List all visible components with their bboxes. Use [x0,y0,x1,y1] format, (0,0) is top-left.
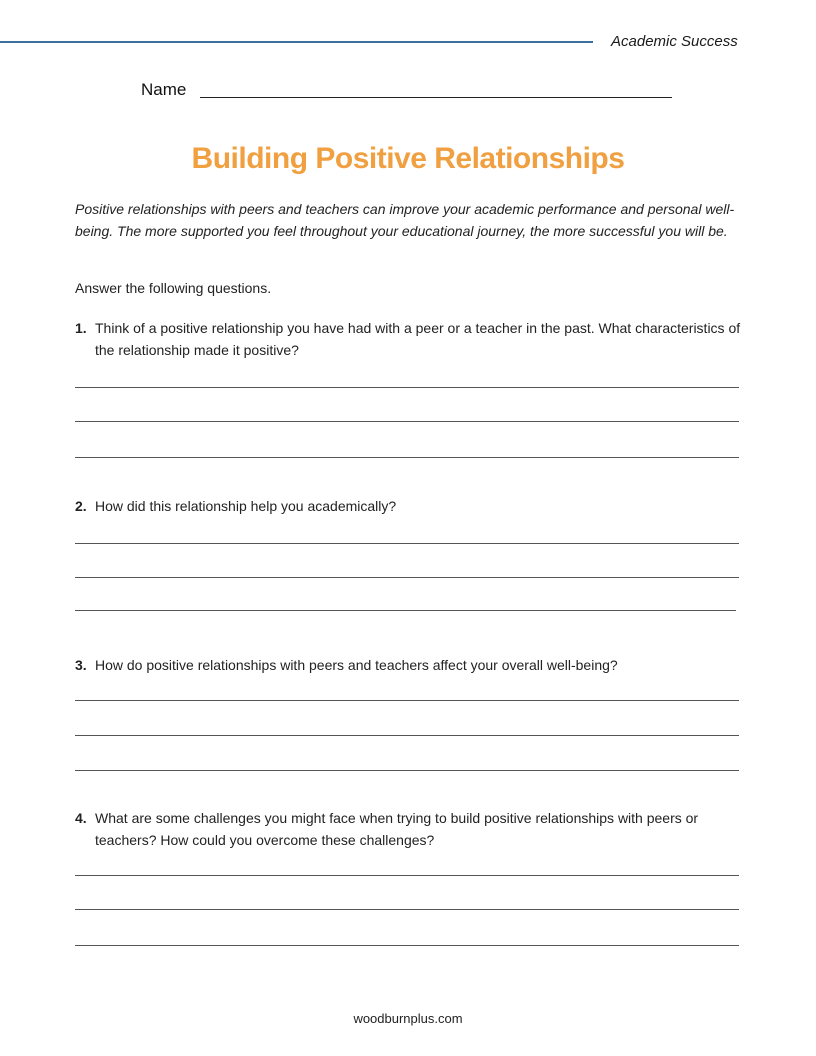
instructions: Answer the following questions. [75,280,272,296]
answer-line[interactable] [75,945,739,946]
question-number: 1. [75,320,87,336]
question-1 [75,318,745,361]
name-label: Name [141,80,187,99]
answer-line[interactable] [75,543,739,544]
question-text: How did this relationship help you academically? [95,498,397,514]
question-number: 3. [75,657,87,673]
answer-line[interactable] [75,577,739,578]
question-text: What are some challenges you might face when trying to build positive relationships with peers or teachers? How could you overcome these challenges? [95,810,699,848]
answer-line[interactable] [75,909,739,910]
answer-line[interactable] [75,770,739,771]
answer-line[interactable] [75,735,739,736]
header-rule [0,41,593,43]
question-number: 4. [75,810,87,826]
page-title: Building Positive Relationships [191,142,625,175]
answer-line[interactable] [75,457,739,458]
question-number: 2. [75,498,87,514]
question-2 [75,496,745,518]
answer-line[interactable] [75,421,739,422]
question-text: Think of a positive relationship you have had with a peer or a teacher in the past. What characteristics of the relationship made it positive? [95,320,741,358]
answer-line[interactable] [75,700,739,701]
name-input-line[interactable] [200,97,672,98]
question-text: How do positive relationships with peers and teachers affect your overall well-being? [95,657,618,673]
question-3 [75,655,745,677]
question-4 [75,808,745,851]
answer-line[interactable] [75,387,739,388]
header-label: Academic Success [611,33,738,50]
answer-line[interactable] [75,610,736,611]
intro-paragraph: Positive relationships with peers and teachers can improve your academic performance and personal well-being. The more supported you feel throughout your educational journey, the more successful you will be. [75,201,735,239]
footer-url: woodburnplus.com [353,1011,463,1026]
answer-line[interactable] [75,875,739,876]
